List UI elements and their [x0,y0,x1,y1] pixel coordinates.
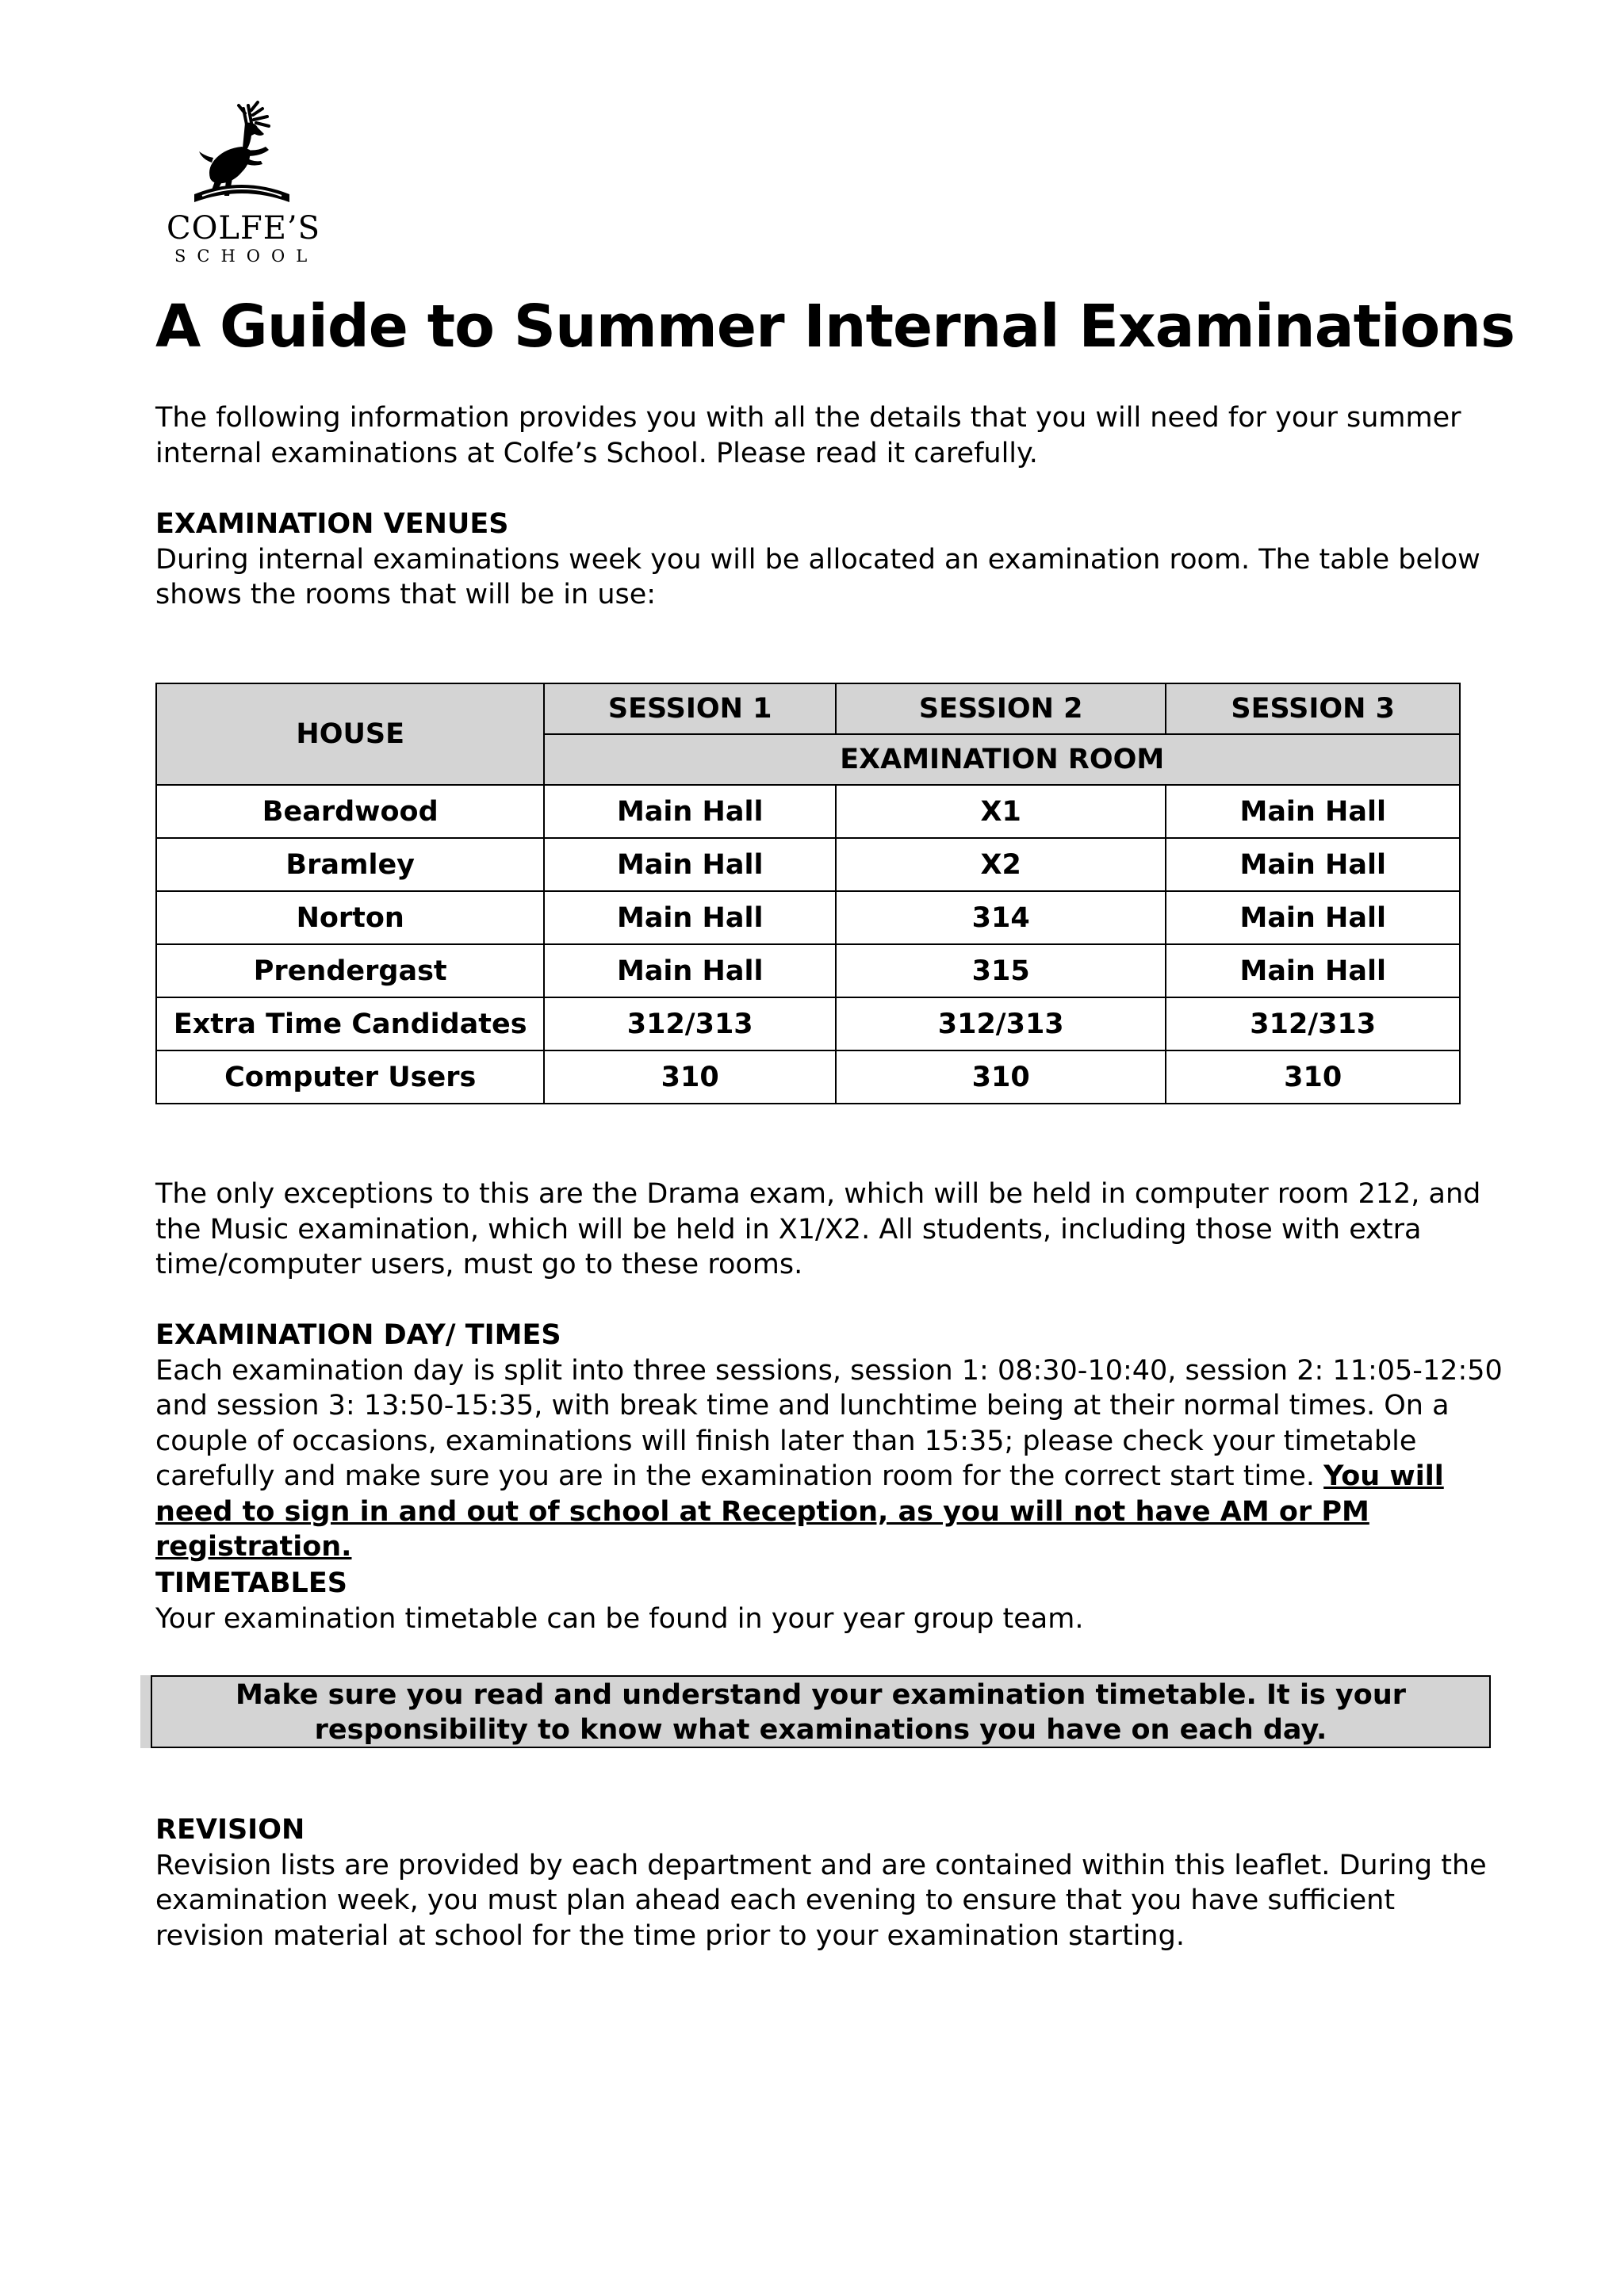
house-column-header: HOUSE [156,683,544,785]
house-cell: Prendergast [156,944,544,997]
table-row [156,944,1460,997]
house-cell: Extra Time Candidates [156,997,544,1050]
intro-paragraph: The following information provides you with all the details that you will need for your summer internal examinations at Colfe’s School. Please read it carefully. [155,402,1461,469]
table-row [156,838,1460,891]
session-1-cell: Main Hall [544,838,836,891]
session-3-cell: Main Hall [1166,891,1460,944]
session-2-cell: 312/313 [836,997,1166,1050]
table-row [156,785,1460,838]
logo-text-school: SCHOOL [174,247,319,266]
page-title: A Guide to Summer Internal Examinations [155,293,1515,361]
session-1-header: SESSION 1 [544,683,836,734]
house-cell: Beardwood [156,785,544,838]
school-logo [167,99,321,281]
venues-table [155,683,1461,1104]
table-row [156,891,1460,944]
house-cell: Computer Users [156,1050,544,1104]
session-1-cell: 310 [544,1050,836,1104]
session-3-cell: Main Hall [1166,785,1460,838]
timetables-text: Your examination timetable can be found in your year group team. [155,1602,1084,1635]
session-1-cell: Main Hall [544,785,836,838]
session-1-cell: Main Hall [544,944,836,997]
venues-section [155,507,1503,613]
session-2-cell: 310 [836,1050,1166,1104]
session-2-cell: X1 [836,785,1166,838]
times-text: Each examination day is split into three sessions, session 1: 08:30-10:40, session 2: 11:05-12:50 and session 3: 13:50-15:35, with break time and lunchtime being at their normal times. On a couple of occasions, examinations will finish later than 15:35; please check your timetable carefully and make sure you are in the examination room for the correct start time. [155,1354,1503,1492]
timetable-notice-box: Make sure you read and understand your examination timetable. It is your responsibility to know what examinations you have on each day. [151,1675,1491,1748]
exceptions-paragraph: The only exceptions to this are the Drama exam, which will be held in computer room 212, and the Music examination, which will be held in X1/X2. All students, including those with extra time/computer users, must go to these rooms. [155,1178,1481,1280]
venues-heading: EXAMINATION VENUES [155,508,509,540]
session-3-cell: Main Hall [1166,838,1460,891]
stag-rampant-icon [178,99,305,206]
house-cell: Bramley [156,838,544,891]
revision-heading: REVISION [155,1814,305,1846]
session-2-header: SESSION 2 [836,683,1166,734]
times-section [155,1318,1503,1565]
revision-section [155,1812,1503,1954]
table-row [156,997,1460,1050]
session-3-cell: Main Hall [1166,944,1460,997]
session-3-header: SESSION 3 [1166,683,1460,734]
timetables-heading: TIMETABLES [155,1567,347,1599]
revision-text: Revision lists are provided by each department and are contained within this leaflet. During the examination week, you must plan ahead each evening to ensure that you have sufficient revision material at school for the time prior to your examination starting. [155,1849,1487,1952]
session-3-cell: 310 [1166,1050,1460,1104]
times-heading: EXAMINATION DAY/ TIMES [155,1319,561,1351]
logo-text-colfes: COLFE’S [167,210,321,247]
venues-text: During internal examinations week you will be allocated an examination room. The table below shows the rooms that will be in use: [155,543,1480,610]
timetables-section [155,1566,1503,1636]
notice-box-shadow [140,1675,151,1748]
registration-notice: You will need to sign in and out of school at Reception, as you will not have AM or PM registration. [155,1460,1444,1563]
session-3-cell: 312/313 [1166,997,1460,1050]
house-cell: Norton [156,891,544,944]
table-row [156,1050,1460,1104]
session-2-cell: 315 [836,944,1166,997]
session-2-cell: 314 [836,891,1166,944]
examination-room-subheader: EXAMINATION ROOM [544,734,1460,785]
session-1-cell: 312/313 [544,997,836,1050]
session-2-cell: X2 [836,838,1166,891]
session-1-cell: Main Hall [544,891,836,944]
